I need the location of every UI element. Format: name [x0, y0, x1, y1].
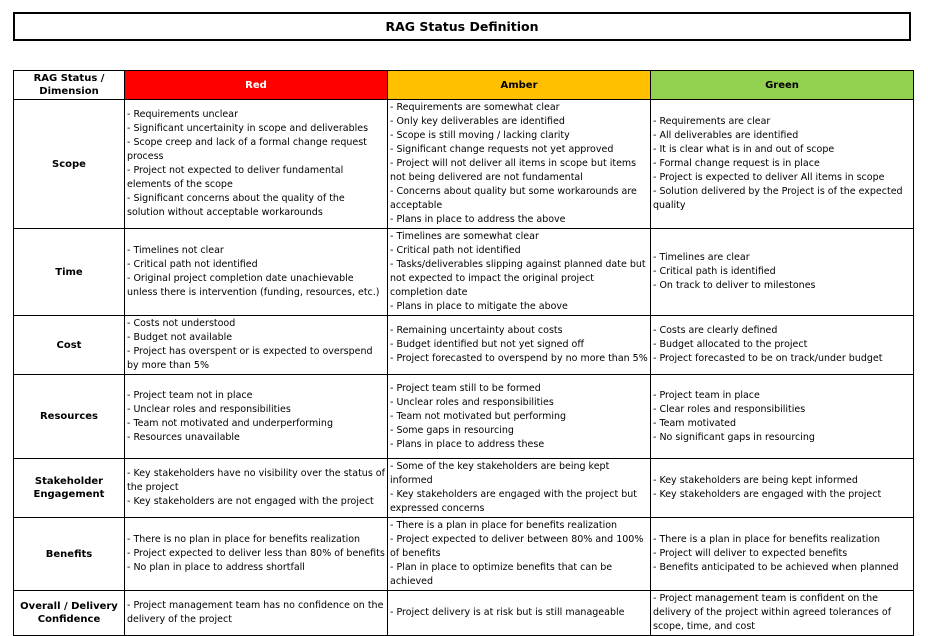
rag-table [13, 70, 914, 636]
table-row [14, 229, 914, 316]
red-criteria-list [127, 389, 385, 445]
green-cell [651, 459, 914, 518]
criteria-item: - Formal change request is in place [653, 158, 820, 169]
red-criteria-list [127, 533, 385, 575]
dimension-header: RAG Status / Dimension [14, 71, 125, 100]
criteria-item: - Clear roles and responsibilities [653, 403, 806, 415]
criteria-item: - Budget not available [127, 332, 233, 343]
green-criteria-list [653, 474, 911, 502]
amber-criteria-list [390, 460, 648, 516]
table-row [14, 518, 914, 591]
criteria-item: - Plans in place to address these [390, 438, 545, 450]
header-row [14, 71, 914, 100]
dimension-label: Resources [14, 375, 125, 459]
criteria-item: - Project expected to deliver between 80% and 100% of benefits [390, 534, 644, 559]
criteria-item: - It is clear what is in and out of scope [653, 144, 835, 155]
criteria-item: - Scope creep and lack of a formal change request process [127, 137, 367, 162]
criteria-item: - Tasks/deliverables slipping against planned date but not expected to impact the original project completion date [390, 259, 646, 298]
criteria-item: - Project expected to deliver less than 80% of benefits [127, 548, 385, 559]
amber-cell [388, 316, 651, 375]
criteria-item: - Project has overspent or is expected to overspend by more than 5% [127, 346, 373, 371]
criteria-item: - There is no plan in place for benefits realization [127, 534, 361, 545]
criteria-item: - Project team still to be formed [390, 382, 541, 394]
green-criteria-list [653, 592, 911, 634]
criteria-item: - Team not motivated but performing [390, 410, 567, 422]
amber-criteria-list [390, 101, 648, 227]
green-cell [651, 375, 914, 459]
criteria-item: - No plan in place to address shortfall [127, 562, 305, 573]
amber-header: Amber [388, 71, 651, 100]
table-row [14, 100, 914, 229]
criteria-item: - Costs are clearly defined [653, 325, 778, 336]
criteria-item: - Requirements unclear [127, 109, 238, 120]
criteria-item: - Key stakeholders have no visibility over the status of the project [127, 468, 385, 493]
criteria-item: - Project delivery is at risk but is still manageable [390, 607, 625, 618]
red-cell [125, 375, 388, 459]
green-criteria-list [653, 115, 911, 213]
dimension-label: Stakeholder Engagement [14, 459, 125, 518]
dimension-label: Time [14, 229, 125, 316]
green-header: Green [651, 71, 914, 100]
criteria-item: - Requirements are clear [653, 116, 771, 127]
amber-cell [388, 459, 651, 518]
criteria-item: - Key stakeholders are not engaged with the project [127, 496, 374, 507]
criteria-item: - Key stakeholders are engaged with the project [653, 489, 882, 500]
criteria-item: - Project team not in place [127, 389, 253, 401]
table-row [14, 316, 914, 375]
criteria-item: - Requirements are somewhat clear [390, 102, 560, 113]
red-cell [125, 100, 388, 229]
red-criteria-list [127, 108, 385, 220]
amber-criteria-list [390, 230, 648, 314]
dimension-label: Benefits [14, 518, 125, 591]
rag-table-body [14, 100, 914, 636]
amber-criteria-list [390, 519, 648, 589]
criteria-item: - Budget allocated to the project [653, 339, 808, 350]
criteria-item: - Concerns about quality but some workarounds are acceptable [390, 186, 637, 211]
red-criteria-list [127, 317, 385, 373]
criteria-item: - All deliverables are identified [653, 130, 799, 141]
green-cell [651, 591, 914, 636]
criteria-item: - Plans in place to mitigate the above [390, 301, 568, 312]
criteria-item: - Significant uncertainity in scope and deliverables [127, 123, 369, 134]
dimension-label: Overall / Delivery Confidence [14, 591, 125, 636]
criteria-item: - Project is expected to deliver All items in scope [653, 172, 885, 183]
dimension-label: Scope [14, 100, 125, 229]
table-row [14, 591, 914, 636]
criteria-item: - Project not expected to deliver fundamental elements of the scope [127, 165, 344, 190]
criteria-item: - Timelines are clear [653, 252, 750, 263]
red-cell [125, 591, 388, 636]
criteria-item: - Budget identified but not yet signed off [390, 339, 584, 350]
criteria-item: - Project will not deliver all items in scope but items not being delivered are not fundamental [390, 158, 637, 183]
amber-cell [388, 229, 651, 316]
criteria-item: - Plan in place to optimize benefits that can be achieved [390, 562, 613, 587]
green-criteria-list [653, 324, 911, 366]
criteria-item: - Some gaps in resourcing [390, 424, 514, 436]
criteria-item: - Project management team has no confidence on the delivery of the project [127, 600, 384, 625]
criteria-item: - Significant concerns about the quality of the solution without acceptable workarounds [127, 193, 345, 218]
green-criteria-list [653, 533, 911, 575]
criteria-item: - Costs not understood [127, 318, 236, 329]
criteria-item: - There is a plan in place for benefits realization [390, 520, 618, 531]
table-row [14, 375, 914, 459]
criteria-item: - Timelines not clear [127, 245, 224, 256]
amber-criteria-list [390, 382, 648, 452]
criteria-item: - Key stakeholders are engaged with the project but expressed concerns [390, 489, 637, 514]
red-cell [125, 229, 388, 316]
red-cell [125, 459, 388, 518]
red-cell [125, 316, 388, 375]
criteria-item: - Unclear roles and responsibilities [127, 403, 291, 415]
criteria-item: - Significant change requests not yet approved [390, 144, 614, 155]
green-criteria-list [653, 389, 911, 445]
criteria-item: - Solution delivered by the Project is of the expected quality [653, 186, 903, 211]
criteria-item: - Critical path is identified [653, 266, 776, 277]
criteria-item: - Team not motivated and underperforming [127, 417, 333, 429]
criteria-item: - Project forecasted to be on track/under budget [653, 353, 883, 364]
criteria-item: - Unclear roles and responsibilities [390, 396, 554, 408]
amber-cell [388, 375, 651, 459]
green-cell [651, 100, 914, 229]
criteria-item: - Critical path not identified [390, 245, 521, 256]
criteria-item: - There is a plan in place for benefits realization [653, 534, 881, 545]
red-header: Red [125, 71, 388, 100]
criteria-item: - Plans in place to address the above [390, 214, 566, 225]
red-cell [125, 518, 388, 591]
criteria-item: - Project will deliver to expected benefits [653, 548, 848, 559]
criteria-item: - Resources unavailable [127, 431, 240, 443]
amber-cell [388, 518, 651, 591]
criteria-item: - Remaining uncertainty about costs [390, 325, 563, 336]
green-cell [651, 229, 914, 316]
criteria-item: - Scope is still moving / lacking clarity [390, 130, 570, 141]
red-criteria-list [127, 467, 385, 509]
criteria-item: - Timelines are somewhat clear [390, 231, 539, 242]
criteria-item: - Some of the key stakeholders are being kept informed [390, 461, 610, 486]
criteria-item: - Project management team is confident on the delivery of the project within agreed tolerances of scope, time, and cost [653, 593, 892, 632]
green-cell [651, 316, 914, 375]
criteria-item: - No significant gaps in resourcing [653, 431, 815, 443]
criteria-item: - Project forecasted to overspend by no more than 5% [390, 353, 648, 364]
criteria-item: - Original project completion date unachievable unless there is intervention (funding, resources, etc.) [127, 273, 380, 298]
green-criteria-list [653, 251, 911, 293]
dimension-label: Cost [14, 316, 125, 375]
green-cell [651, 518, 914, 591]
criteria-item: - Team motivated [653, 417, 737, 429]
criteria-item: - On track to deliver to milestones [653, 280, 816, 291]
red-criteria-list [127, 599, 385, 627]
red-criteria-list [127, 244, 385, 300]
criteria-item: - Critical path not identified [127, 259, 258, 270]
table-row [14, 459, 914, 518]
amber-cell [388, 591, 651, 636]
criteria-item: - Only key deliverables are identified [390, 116, 565, 127]
page-title: RAG Status Definition [13, 12, 911, 41]
amber-criteria-list [390, 606, 648, 620]
criteria-item: - Project team in place [653, 389, 760, 401]
amber-criteria-list [390, 324, 648, 366]
criteria-item: - Key stakeholders are being kept informed [653, 475, 858, 486]
criteria-item: - Benefits anticipated to be achieved when planned [653, 562, 899, 573]
amber-cell [388, 100, 651, 229]
